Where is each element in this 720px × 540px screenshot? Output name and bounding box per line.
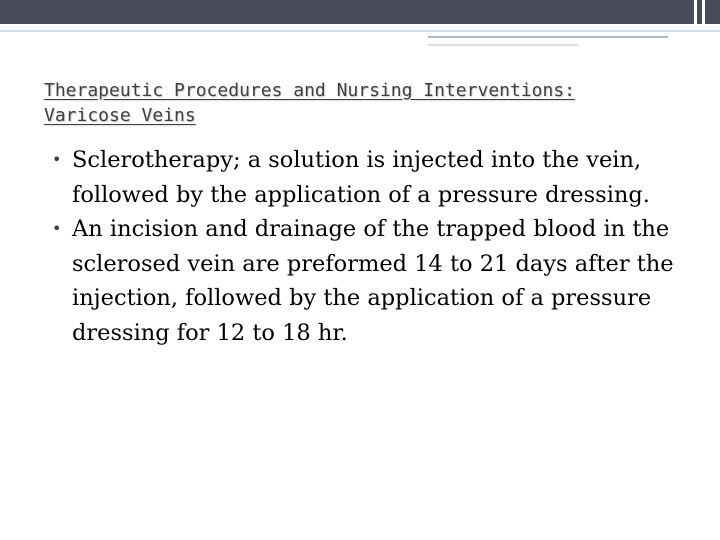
- header-bar: [0, 0, 720, 24]
- bullet-text: Sclerotherapy; a solution is injected into the vein, followed by the application of a pressure dressing.: [72, 147, 650, 208]
- bullet-item: [52, 212, 692, 350]
- slide-title: Therapeutic Procedures and Nursing Interventions: Varicose Veins: [44, 80, 576, 126]
- header-accent-line: [0, 30, 720, 32]
- bullet-icon: •: [52, 150, 62, 169]
- bullet-text: An incision and drainage of the trapped blood in the sclerosed vein are preformed 14 to 21 days after the injection, followed by the application of a pressure dressing for 12 to 18 hr.: [72, 216, 674, 346]
- bullet-list: [52, 143, 692, 350]
- header-bar-divider: [702, 0, 705, 24]
- bullet-item: [52, 143, 692, 212]
- header-bar-divider: [694, 0, 697, 24]
- header-accent-line: [428, 44, 578, 46]
- header-accent-line: [428, 36, 668, 38]
- bullet-icon: •: [52, 219, 62, 238]
